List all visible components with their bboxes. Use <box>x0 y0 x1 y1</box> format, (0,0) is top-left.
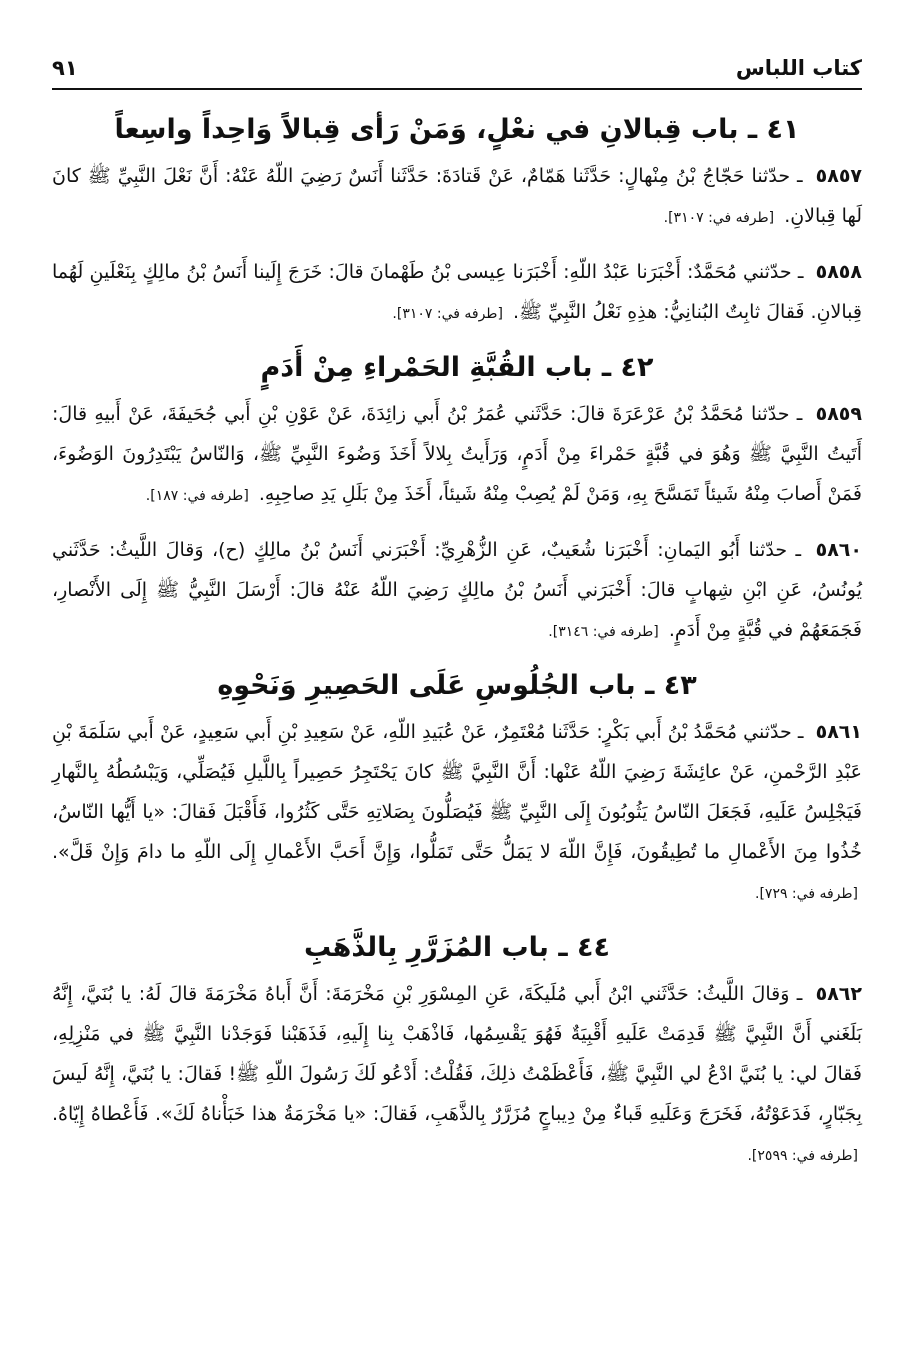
chapter-title-42: ٤٢ ـ باب القُبَّةِ الحَمْراءِ مِنْ أَدَمٍ <box>260 352 654 383</box>
hadith-5858 <box>52 252 862 334</box>
cross-reference: [طرفه في: ٣١٠٧]. <box>392 306 503 322</box>
cross-reference: [طرفه في: ٧٢٩]. <box>755 886 858 902</box>
hadith-text: ـ حدّثنا مُحَمَّدُ بْنُ عَرْعَرَةَ قالَ: حَدَّثَني عُمَرُ بْنُ أَبي زائِدَةَ، عَنْ عَوْنِ بْنِ أَبي جُحَيفَةَ، عَنْ أَبيهِ قالَ: أَتَيتُ النَّبِيَّ ﷺ وَهُوَ في قُبَّةٍ حَمْراءَ مِنْ أَدَمٍ، وَرَأَيتُ بِلالاً أَخَذَ وَضُوءَ النَّبِيِّ ﷺ، وَالنّاسُ يَبْتَدِرُونَ الوَضُوءَ، فَمَنْ أَصابَ مِنْهُ شَيئاً تَمَسَّحَ بِهِ، وَمَنْ لَمْ يُصِبْ مِنْهُ شَيئاً، أَخَذَ مِنْ بَلَلِ يَدِ صاحِبِهِ. <box>52 403 862 505</box>
hadith-number: ٥٨٥٧ <box>815 165 863 187</box>
hadith-number: ٥٨٦٢ <box>815 983 862 1005</box>
hadith-number: ٥٨٦٠ <box>815 539 862 561</box>
chapter-title-41: ٤١ ـ باب قِبالانِ في نعْلٍ، وَمَنْ رَأى قِبالاً وَاحِداً واسِعاً <box>114 114 800 145</box>
cross-reference: [طرفه في: ٢٥٩٩]. <box>747 1148 858 1164</box>
hadith-5861 <box>52 712 862 914</box>
page-number: ٩١ <box>52 56 78 80</box>
hadith-5860 <box>52 530 862 652</box>
chapter-title-44: ٤٤ ـ باب المُزَرَّرِ بِالذَّهَبِ <box>304 932 610 963</box>
hadith-5862 <box>52 974 862 1176</box>
hadith-text: ـ حدّثنا حَجّاجُ بْنُ مِنْهالٍ: حَدَّثَنا هَمّامٌ، عَنْ قَتادَةَ: حَدَّثَنا أَنَسٌ رَضِيَ اللّهُ عَنْهُ: أَنَّ نَعْلَ النَّبِيِّ ﷺ كانَ لَها قِبالانِ. <box>52 165 862 227</box>
header-rule <box>52 88 862 90</box>
book-title: كتاب اللباس <box>735 56 862 80</box>
running-header <box>52 56 862 88</box>
hadith-number: ٥٨٥٨ <box>815 261 862 283</box>
cross-reference: [طرفه في: ٣١٤٦]. <box>548 624 659 640</box>
cross-reference: [طرفه في: ١٨٧]. <box>145 488 249 504</box>
hadith-number: ٥٨٦١ <box>815 721 862 743</box>
hadith-text: ـ وَقالَ اللَّيثُ: حَدَّثَني ابْنُ أَبي مُلَيكَةَ، عَنِ المِسْوَرِ بْنِ مَخْرَمَةَ: أَنَّ أَباهُ مَخْرَمَةَ قالَ لَهُ: يا بُنَيَّ، إِنَّهُ بَلَغَني أَنَّ النَّبِيَّ ﷺ قَدِمَتْ عَلَيهِ أَقْبِيَةٌ فَهُوَ يَقْسِمُها، فَاذْهَبْ بِنا إِلَيهِ، فَذَهَبْنا فَوَجَدْنا النَّبِيَّ ﷺ في مَنْزِلِهِ، فَقالَ لي: يا بُنَيَّ ادْعُ لي النَّبِيَّ ﷺ، فَأَعْظَمْتُ ذلِكَ، فَقُلْتُ: أَدْعُو لَكَ رَسُولَ اللّهِ ﷺ! فَقالَ: يا بُنَيَّ، إِنَّهُ لَيسَ بِجَبّارٍ، فَدَعَوْتُهُ، فَخَرَجَ وَعَلَيهِ قَباءٌ مِنْ دِيباجٍ مُزَرَّرٌ بِالذَّهَبِ، فَقالَ: «يا مَخْرَمَةُ هذا خَبَأْناهُ لَكَ». فَأَعْطاهُ إِيّاهُ. <box>52 983 862 1125</box>
hadith-text: ـ حدّثني مُحَمَّدٌ: أَخْبَرَنا عَبْدُ اللّهِ: أَخْبَرَنا عِيسى بْنُ طَهْمانَ قالَ: خَرَجَ إِلَينا أَنَسُ بْنُ مالِكٍ بِنَعْلَينِ لَهُما قِبالانِ. فَقالَ ثابِتٌ البُنانِيُّ: هذِهِ نَعْلُ النَّبِيِّ ﷺ. <box>52 261 862 323</box>
cross-reference: [طرفه في: ٣١٠٧]. <box>663 210 775 226</box>
chapter-title-43: ٤٣ ـ باب الجُلُوسِ عَلَى الحَصِيرِ وَنَحْوِهِ <box>217 670 697 701</box>
hadith-5857 <box>52 156 862 238</box>
book-page <box>52 56 862 1370</box>
hadith-number: ٥٨٥٩ <box>815 403 862 425</box>
hadith-text: ـ حدّثني مُحَمَّدُ بْنُ أَبي بَكْرٍ: حَدَّثَنا مُعْتَمِرٌ، عَنْ عُبَيدِ اللّهِ، عَنْ سَعِيدِ بْنِ أَبي سَعِيدٍ، عَنْ أَبي سَلَمَةَ بْنِ عَبْدِ الرَّحْمنِ، عَنْ عائِشَةَ رَضِيَ اللّهُ عَنْها: أَنَّ النَّبِيَّ ﷺ كانَ يَحْتَجِرُ حَصِيراً بِاللَّيلِ فَيُصَلِّي، وَيَبْسُطُهُ بِالنَّهارِ فَيَجْلِسُ عَلَيهِ، فَجَعَلَ النّاسُ يَثُوبُونَ إِلَى النَّبِيِّ ﷺ فَيُصَلُّونَ بِصَلاتِهِ حَتَّى كَثُرُوا، فَأَقْبَلَ فَقالَ: «يا أَيُّها النّاسُ، خُذُوا مِنَ الأَعْمالِ ما تُطِيقُونَ، فَإِنَّ اللّهَ لا يَمَلُّ حَتَّى تَمَلُّوا، وَإِنَّ أَحَبَّ الأَعْمالِ إِلَى اللّهِ ما دامَ وَإِنْ قَلَّ». <box>52 721 862 863</box>
hadith-text: ـ حدّثنا أَبُو اليَمانِ: أَخْبَرَنا شُعَيبٌ، عَنِ الزُّهْرِيِّ: أَخْبَرَني أَنَسُ بْنُ مالِكٍ (ح)، وَقالَ اللَّيثُ: حَدَّثَني يُونُسُ، عَنِ ابْنِ شِهابٍ قالَ: أَخْبَرَني أَنَسُ بْنُ مالِكٍ رَضِيَ اللّهُ عَنْهُ قالَ: أَرْسَلَ النَّبِيُّ ﷺ إِلَى الأَنْصارِ، فَجَمَعَهُمْ في قُبَّةٍ مِنْ أَدَمٍ. <box>52 539 862 641</box>
hadith-5859 <box>52 394 862 516</box>
